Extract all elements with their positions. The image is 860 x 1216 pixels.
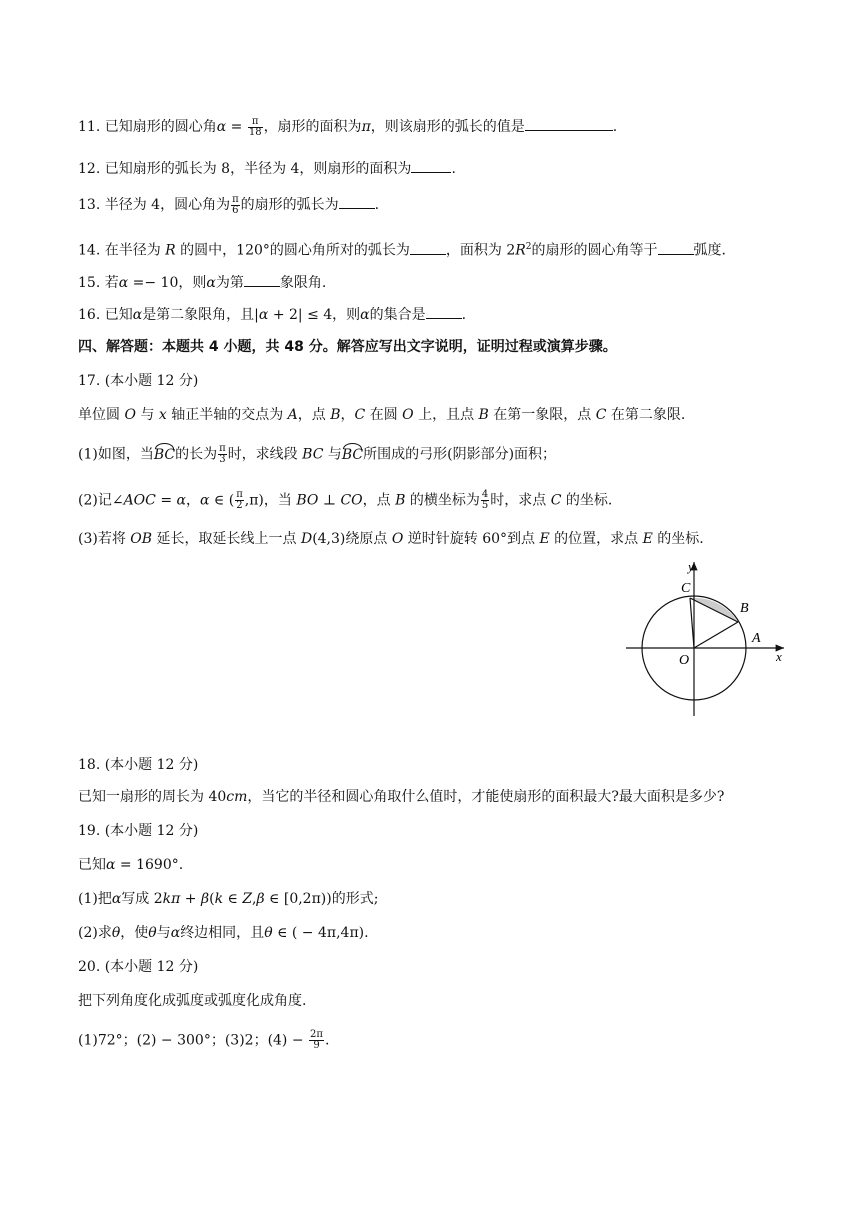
q19-p2-c: 与	[156, 925, 171, 941]
q13-fraction-num: π	[232, 193, 239, 205]
q19-heading: 19. (本小题 12 分)	[78, 823, 199, 839]
section-heading: 四、解答题：本题共 4 小题，共 48 分。解答应写出文字说明，证明过程或演算步骤。	[78, 339, 617, 355]
q16-alpha2: α	[258, 307, 269, 323]
q14-square: 2	[525, 242, 532, 252]
q17-stem-h: 在第一象限，点	[488, 407, 596, 423]
q16-text-b: 是第二象限角，且|	[142, 307, 259, 323]
q17-p1-fraction-den: 3	[219, 454, 226, 465]
q17-p2-aoc: AOC	[123, 492, 156, 509]
q17-stem-x: x	[158, 407, 167, 423]
q19-given-b: = 1690°.	[115, 857, 184, 873]
q17-stem	[78, 406, 685, 424]
q16-end: .	[461, 307, 467, 323]
q11-fraction-num: π	[248, 117, 263, 128]
q17-stem-point-a: A	[287, 407, 298, 423]
q17-p1-fraction	[218, 444, 227, 465]
q19-p1-k: k	[214, 891, 224, 907]
q17-p3-d: 逆时针旋转 60°到点	[403, 531, 540, 547]
q17-stem-a: 单位圆	[78, 407, 125, 423]
q17-stem-point-c2: C	[595, 407, 607, 423]
q18-cm: cm	[226, 789, 248, 805]
q11-text: 11. 已知扇形的圆心角	[78, 119, 217, 135]
label-x: x	[776, 649, 782, 664]
q20-stem: 把下列角度化成弧度或弧度化成角度.	[78, 993, 307, 1009]
q15-alpha2: α	[206, 275, 216, 291]
q17-part-3	[78, 530, 704, 548]
q17-p1-e: 所围成的弓形(阴影部分)面积；	[363, 446, 557, 463]
q17-p3-e: 的位置，求点	[549, 531, 643, 547]
q17-p3-a: (3)若将	[78, 531, 131, 547]
q17-stem-point-b: B	[330, 407, 341, 423]
q14-text-c: ，面积为 2	[445, 242, 516, 259]
q17-part-2	[78, 490, 612, 511]
q13-answer-blank[interactable]	[339, 194, 375, 209]
q14-r2: R	[515, 242, 526, 259]
q17-p2-e: ,π)，当	[244, 492, 297, 509]
q13-fraction	[231, 195, 240, 216]
q17-p2-alpha: α	[176, 492, 186, 509]
q13-text: 13. 半径为 4，圆心角为	[78, 197, 231, 213]
q17-p3-f: 的坐标.	[652, 531, 704, 547]
q16-text-c: + 2| ≤ 4，则	[268, 307, 361, 323]
q17-p3-ob: OB	[130, 531, 153, 547]
q20-heading: 20. (本小题 12 分)	[78, 959, 199, 975]
q17-p2-a: (2)记∠	[78, 492, 124, 509]
q19-p2-d: 终边相同，且	[180, 925, 265, 941]
q17-p2-h: 的横坐标为	[405, 492, 480, 509]
q19-p1-e: ∈	[223, 891, 243, 907]
q17-p2-bo: BO	[296, 492, 319, 509]
q17-stem-point-c: C	[354, 407, 366, 423]
q11-end: .	[612, 119, 618, 135]
q19-p2-alpha: α	[170, 925, 181, 941]
q20-end: .	[324, 1032, 330, 1049]
q17-part-1	[78, 444, 556, 465]
q16-alpha3: α	[360, 307, 370, 323]
q18-stem-b: ，当它的半径和圆心角取什么值时，才能使扇形的面积最大?最大面积是多少?	[247, 789, 725, 805]
q17-p2-fraction-num: π	[236, 489, 243, 500]
q17-p1-b: 的长为	[175, 446, 218, 463]
question-16	[78, 304, 466, 324]
q14-text: 14. 在半径为	[78, 242, 166, 259]
q15-text-b: =− 10，则	[128, 275, 207, 291]
q17-stem-point-b2: B	[478, 407, 489, 423]
q17-p3-o: O	[391, 531, 404, 547]
q13-fraction-den: 6	[232, 204, 239, 216]
q15-answer-blank[interactable]	[244, 272, 280, 287]
q16-text-d: 的集合是	[369, 307, 426, 323]
chord-cb	[690, 598, 738, 622]
q13-end: .	[374, 197, 380, 213]
q17-p1-arc: BC	[153, 446, 176, 463]
q17-p2-alpha2: α	[199, 492, 210, 509]
q19-p1-z: Z	[242, 891, 253, 907]
q19-p1-g: ∈ [0,2π))的形式;	[264, 891, 379, 907]
q17-p3-b: 延长，取延长线上一点	[152, 531, 301, 547]
q20-fraction-num: 2π	[310, 1029, 323, 1040]
q17-p2-point-b: B	[395, 492, 406, 509]
q20-items	[78, 1030, 329, 1051]
q14-text-e: 弧度.	[693, 242, 726, 259]
q17-stem-g: 上，且点	[413, 407, 479, 423]
q11-answer-blank[interactable]	[525, 116, 613, 131]
q19-p2-b: ，使	[120, 925, 149, 941]
q17-p3-e-point-2: E	[642, 531, 653, 547]
q17-p1-bc: BC	[302, 446, 324, 463]
q19-given	[78, 856, 183, 874]
q17-stem-k: 在第二象限.	[606, 407, 686, 423]
label-y: y	[688, 559, 694, 574]
q19-p1-beta2: β	[256, 891, 265, 907]
q17-heading: 17. (本小题 12 分)	[78, 373, 199, 389]
q17-stem-b: 与	[135, 407, 159, 423]
q16-answer-blank[interactable]	[426, 304, 462, 319]
q17-p1-fraction-num: π	[219, 443, 226, 454]
q19-p1-kpi: kπ	[162, 891, 181, 907]
q19-given-a: 已知	[78, 857, 106, 873]
q19-p1-beta: β	[201, 891, 210, 907]
q17-p2-fraction-2-den: 5	[481, 500, 489, 511]
q19-part-2	[78, 924, 369, 942]
q11-text-b: ，扇形的面积为	[263, 119, 362, 135]
q16-alpha: α	[132, 307, 143, 323]
q15-alpha: α	[118, 275, 129, 291]
question-11	[78, 116, 617, 138]
q17-p2-co: CO	[340, 492, 363, 509]
q19-p1-a: (1)把	[78, 891, 112, 907]
q19-p2-theta3: θ	[264, 925, 273, 941]
q12-end: .	[451, 161, 456, 177]
q13-text-b: 的扇形的弧长为	[240, 197, 339, 213]
q17-p2-fraction-den: 2	[236, 500, 243, 511]
q16-text: 16. 已知	[78, 307, 133, 323]
q19-p1-f: ,	[252, 891, 257, 907]
q17-p2-c: ，	[185, 492, 200, 509]
unit-circle-figure	[624, 554, 794, 718]
q17-stem-c: 轴正半轴的交点为	[166, 407, 288, 423]
question-14	[78, 238, 726, 260]
q17-p2-fraction-2	[481, 490, 489, 511]
q14-text-d: 的扇形的圆心角等于	[531, 242, 658, 259]
question-13	[78, 194, 379, 216]
q15-text: 15. 若	[78, 275, 119, 291]
q14-answer-blank-2[interactable]	[658, 240, 694, 255]
label-b: B	[740, 601, 749, 616]
q17-stem-o2: O	[402, 407, 414, 423]
label-c: C	[681, 581, 691, 596]
question-12	[78, 158, 456, 178]
q18-stem	[78, 788, 724, 806]
q20-items-text: (1)72°；(2) − 300°；(3)2；(4) −	[78, 1032, 309, 1049]
segment-ob	[694, 622, 738, 648]
q14-r: R	[165, 242, 176, 259]
q19-p2-theta2: θ	[148, 925, 157, 941]
q11-pi: π	[361, 119, 371, 135]
q19-p1-b: 写成 2	[121, 891, 163, 907]
q19-p1-alpha: α	[111, 891, 122, 907]
q18-heading: 18. (本小题 12 分)	[78, 757, 199, 773]
q17-p2-point-c: C	[550, 492, 562, 509]
q17-p2-fraction	[235, 490, 244, 511]
q17-p3-e-point: E	[539, 531, 550, 547]
q17-p1-arc2: BC	[341, 446, 364, 463]
q19-p1-d: (	[209, 891, 215, 907]
q11-fraction-den: 18	[248, 126, 262, 138]
q17-p1-c: 时，求线段	[227, 446, 303, 463]
q12-text: 12. 已知扇形的弧长为 8，半径为 4，则扇形的面积为	[78, 161, 412, 177]
q14-text-b: 的圆中，120°的圆心角所对的弧长为	[175, 242, 410, 259]
q17-stem-o: O	[124, 407, 136, 423]
q11-fraction	[248, 117, 263, 138]
q17-p1-a: (1)如图，当	[78, 446, 154, 463]
q20-fraction	[309, 1030, 324, 1051]
q17-stem-f: 在圆	[365, 407, 403, 423]
q17-p2-k: 时，求点	[490, 492, 551, 509]
q19-p2-theta: θ	[111, 925, 121, 941]
q14-answer-blank-1[interactable]	[410, 240, 446, 255]
q17-p2-b: =	[155, 492, 177, 509]
q19-given-alpha: α	[106, 857, 116, 873]
q17-stem-e: ，	[340, 407, 355, 423]
q17-p2-g: ，点	[362, 492, 396, 509]
q11-eq: =	[226, 119, 247, 135]
q20-fraction-den: 9	[313, 1040, 320, 1051]
q18-stem-a: 已知一扇形的周长为 40	[78, 789, 227, 805]
q17-stem-d: ，点	[297, 407, 331, 423]
q17-p1-d: 与	[323, 446, 342, 463]
q17-p2-f: ⊥	[318, 492, 341, 509]
q11-text-c: ，则该扇形的弧长的值是	[370, 119, 525, 135]
q19-part-1	[78, 890, 378, 908]
question-15	[78, 272, 326, 292]
q12-answer-blank[interactable]	[411, 158, 451, 173]
q17-p2-fraction-2-num: 4	[481, 489, 489, 500]
q17-p2-m: 的坐标.	[561, 492, 613, 509]
q19-p2-a: (2)求	[78, 925, 112, 941]
q19-p2-e: ∈ ( − 4π,4π).	[272, 925, 369, 941]
q15-text-d: 象限角.	[279, 275, 327, 291]
q17-p3-d-point: D	[300, 531, 313, 547]
q17-p2-d: ∈ (	[209, 492, 235, 509]
q17-p3-c: (4,3)绕原点	[312, 531, 392, 547]
label-o: O	[679, 653, 690, 668]
q15-text-c: 为第	[215, 275, 244, 291]
q11-alpha: α	[216, 119, 227, 135]
label-a: A	[752, 631, 761, 646]
q19-p1-c: +	[180, 891, 201, 907]
